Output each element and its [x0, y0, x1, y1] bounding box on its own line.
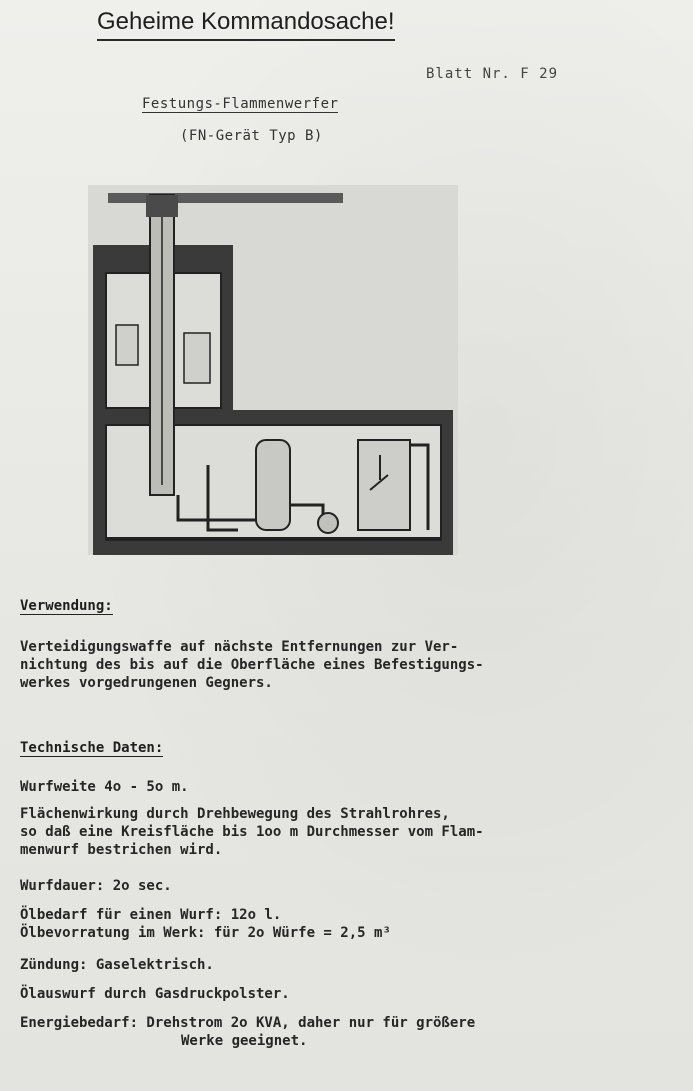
document-subtitle: (FN-Gerät Typ B): [180, 128, 323, 144]
area-effect-line: menwurf bestrichen wird.: [20, 842, 223, 858]
usage-line: werkes vorgedrungenen Gegners.: [20, 675, 273, 691]
oil-paragraph: [20, 906, 391, 942]
sheet-number: Blatt Nr. F 29: [426, 66, 559, 82]
energy-line: Energiebedarf: Drehstrom 2o KVA, daher nur für größere: [20, 1015, 476, 1031]
energy-paragraph: [20, 1014, 475, 1050]
flamethrower-drawing: [88, 185, 458, 555]
area-effect-line: so daß eine Kreisfläche bis 1oo m Durchmesser vom Flam-: [20, 824, 484, 840]
document-title: Festungs-Flammenwerfer: [142, 96, 339, 112]
usage-heading: Verwendung:: [20, 598, 113, 614]
usage-line: Verteidigungswaffe auf nächste Entfernungen zur Ver-: [20, 639, 459, 655]
oil-line: Ölbedarf für einen Wurf: 12o l.: [20, 907, 282, 923]
area-effect-line: Flächenwirkung durch Drehbewegung des Strahlrohres,: [20, 806, 450, 822]
usage-paragraph: [20, 638, 484, 692]
range-line: Wurfweite 4o - 5o m.: [20, 779, 189, 795]
energy-line: Werke geeignet.: [181, 1033, 308, 1049]
duration-line: Wurfdauer: 2o sec.: [20, 878, 172, 894]
oil-line: Ölbevorratung im Werk: für 2o Würfe = 2,5 m³: [20, 925, 391, 941]
document-heading: Geheime Kommandosache!: [97, 8, 395, 41]
ejection-line: Ölauswurf durch Gasdruckpolster.: [20, 986, 290, 1002]
area-effect-paragraph: [20, 805, 484, 859]
technical-heading: Technische Daten:: [20, 740, 164, 756]
usage-line: nichtung des bis auf die Oberfläche eines Befestigungs-: [20, 657, 484, 673]
ignition-line: Zündung: Gaselektrisch.: [20, 957, 214, 973]
